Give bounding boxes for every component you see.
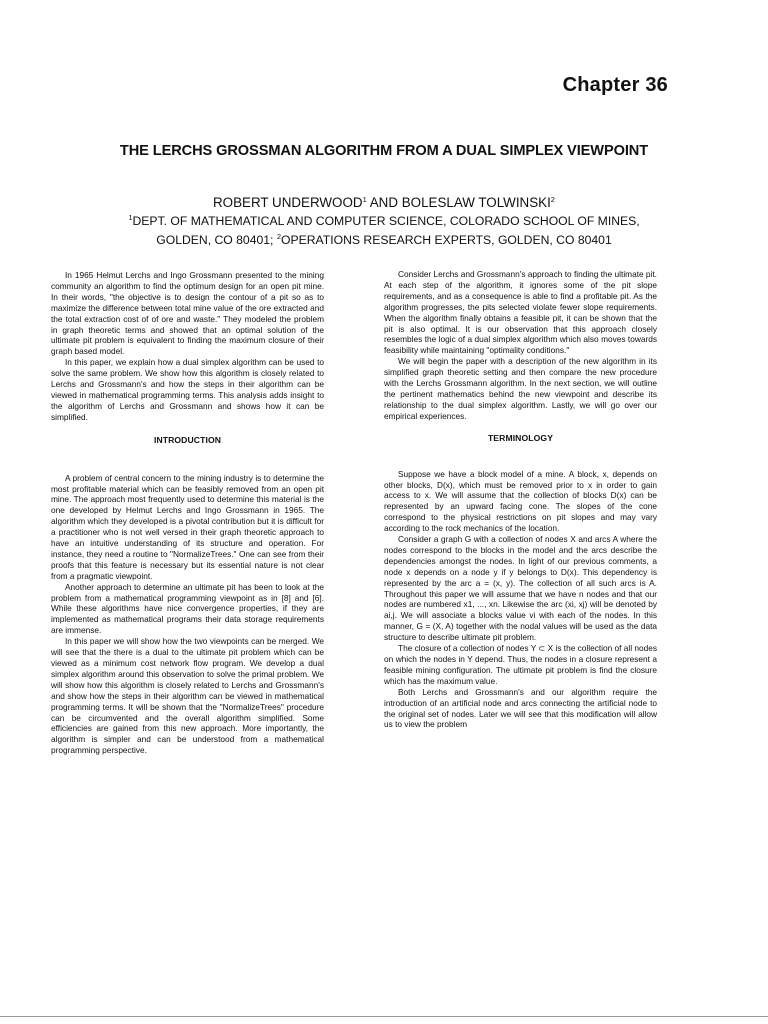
page-bottom-edge bbox=[0, 1016, 768, 1017]
author-line bbox=[0, 192, 768, 210]
left-column bbox=[51, 270, 324, 756]
paragraph: We will begin the paper with a description of the new algorithm in its simplified graph theoretic setting and then compare the new procedure with the Lerchs Grossmann algorithm. In the next section, we will outline the pertinent mathematics behind the new viewpoint and describe its relationship to the dual simplex algorithm. Lastly, we will go over our empirical experiences. bbox=[384, 356, 657, 421]
paragraph: The closure of a collection of nodes Y ⊂ X is the collection of all nodes on which the nodes in Y depend. Thus, the nodes in a closure represent a feasible mining configuration. The ultimate pit problem is find the closure which has the maximum value. bbox=[384, 643, 657, 686]
paragraph: Suppose we have a block model of a mine. A block, x, depends on other blocks, D(x), which must be removed prior to x in order to gain access to x. We will assume that the collection of blocks D(x) can be represented by an upward facing cone. The slopes of the cone correspond to the physical restrictions on pit slopes and may vary according to the rock mechanics of the location. bbox=[384, 468, 657, 534]
chapter-number: Chapter 36 bbox=[562, 74, 668, 96]
paragraph: Consider Lerchs and Grossmann's approach to finding the ultimate pit. At each step of the algorithm, it ignores some of the pit slope requirements, and as a consequence is able to find a profitable pit. As the algorithm progresses, the pits selected violate fewer slope requirements. When the algorithm finally obtains a feasible pit, it can be shown that the pit is also optimal. It is our observation that this approach closely resembles the logic of a dual simplex algorithm which also moves towards feasibility while maintaining "optimality conditions." bbox=[384, 269, 657, 356]
author-connector: AND bbox=[366, 195, 402, 210]
paragraph: Both Lerchs and Grossmann's and our algorithm require the introduction of an artificial node and arcs connecting the artificial node to the original set of nodes. Later we will see that this modification will allow us to view the problem bbox=[384, 686, 657, 730]
affiliation-line bbox=[0, 210, 768, 229]
section-heading-terminology: TERMINOLOGY bbox=[487, 432, 554, 443]
paragraph: Consider a graph G with a collection of nodes X and arcs A where the nodes correspond to the blocks in the model and the arcs describe the dependencies amongst the nodes. In light of our previous comments, a node x depends on a node y if y belongs to D(x). This dependency is represented by the arc a = (x, y). The collection of all such arcs is A. Throughout this paper we will assume that we have n nodes and that our nodes are numbered x1, ..., xn. Likewise the arc (xi, xj) will be denoted by ai,j. We will associate a blocks value vi with each of the nodes. In this manner, G = (X, A) together with the nodal values will be used as the data structure to describe ultimate pit problem. bbox=[384, 534, 657, 643]
affiliation-mark: 1 bbox=[362, 195, 367, 204]
affiliation-line bbox=[0, 229, 768, 248]
paragraph: A problem of central concern to the mining industry is to determine the most profitable material which can be feasibly removed from an open pit mine. The approach most frequently used to determine this material is the one developed by Helmut Lerchs and Ingo Grossmann in 1965. The algorithm which they developed is a pivotal contribution but it is difficult for a practitioner who is not well versed in their graph theoretic approach to have an intuitive understanding of its structure and operation. For instance, they need a routine to "NormalizeTrees." One can see from their proofs that this feature is necessary but its essential nature is not clear from a pragmatic viewpoint. bbox=[51, 472, 324, 581]
paragraph: In this paper, we explain how a dual simplex algorithm can be used to solve the same problem. We show how this algorithm is closely related to Lerchs and Grossmann's and how the steps in their algorithm can be viewed in mathematical programming terms. This analysis adds insight to the algorithm of Lerchs and Grossmann and shows how it can be simplified. bbox=[51, 357, 324, 422]
paragraph: In 1965 Helmut Lerchs and Ingo Grossmann presented to the mining community an algorithm to find the optimum design for an open pit mine. In their words, "the objective is to design the contour of a pit so as to maximize the difference between total mine value of the ore extracted and the total extraction cost of of ore and waste." They modeled the problem in graph theoretic terms and showed that an optimal solution of the ultimate pit problem is equivalent to finding the maximum closure of their graph based model. bbox=[51, 270, 324, 357]
author-block bbox=[0, 192, 768, 248]
affiliation-text: DEPT. OF MATHEMATICAL AND COMPUTER SCIENCE, COLORADO SCHOOL OF MINES, bbox=[132, 214, 640, 228]
right-column bbox=[384, 269, 657, 730]
author-name: BOLESLAW TOLWINSKI bbox=[401, 195, 551, 210]
paragraph: Another approach to determine an ultimate pit has been to look at the problem from a mathematical programming viewpoint as in [8] and [6]. While these algorithms have nice convergence properties, if they are implemented as mathematical programs their data storage requirements are immense. bbox=[51, 581, 324, 636]
author-name: ROBERT UNDERWOOD bbox=[213, 195, 363, 210]
paper-title: THE LERCHS GROSSMAN ALGORITHM FROM A DUAL SIMPLEX VIEWPOINT bbox=[119, 143, 649, 159]
affiliation-mark: 1 bbox=[128, 213, 133, 222]
paragraph: In this paper we will show how the two viewpoints can be merged. We will see that the there is a dual to the ultimate pit problem which can be viewed as a minimum cost network flow program. We develop a dual simplex algorithm around this observation to solve the primal problem. We will show how this algorithm is closely related to Lerchs and Grossmann's and show how the steps in their algorithm can be viewed in mathematical programming terms. It will be shown that the "NormalizeTrees" procedure can be circumvented and the overall algorithm simplified. Some efficiencies are gained from this new approach. More importantly, the algorithm is simpler and can be understood from a mathematical programming perspective. bbox=[51, 636, 324, 756]
section-heading-introduction: INTRODUCTION bbox=[153, 434, 222, 445]
affiliation-text: GOLDEN, CO 80401; bbox=[156, 233, 277, 247]
affiliation-text: OPERATIONS RESEARCH EXPERTS, GOLDEN, CO 80401 bbox=[281, 233, 612, 247]
affiliation-mark: 2 bbox=[550, 195, 555, 204]
affiliation-mark: 2 bbox=[276, 232, 281, 241]
